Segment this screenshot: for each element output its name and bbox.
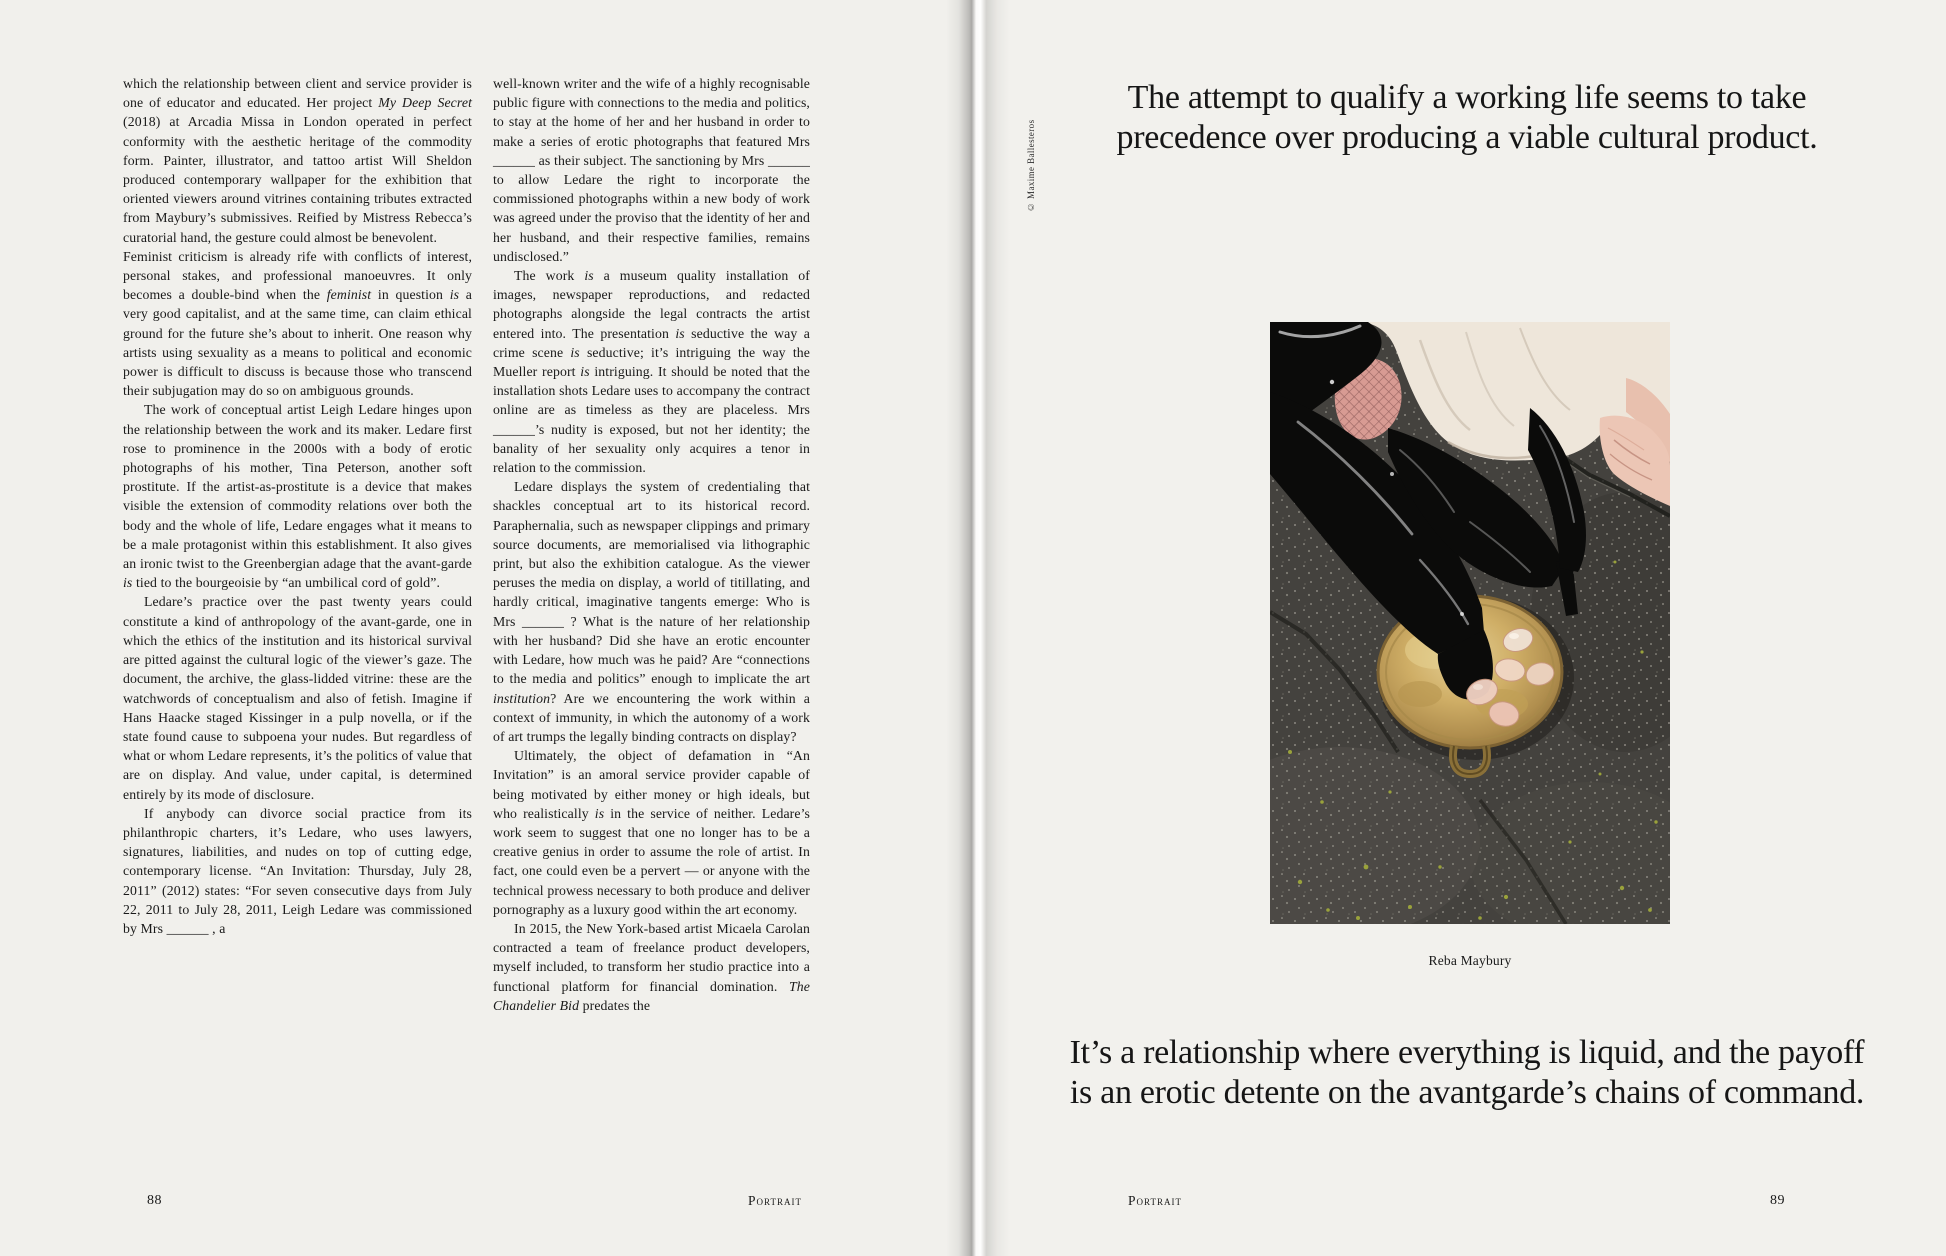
paragraph: The work of conceptual artist Leigh Ledare hinges upon the relationship between the work and its maker. Ledare first rose to prominence in the 2000s with a body of erotic photographs of his mother, Tina Peterson, another soft prostitute. If the artist-as-prostitute is a device that makes visible the extension of commodity relations over both the body and the whole of life, Ledare engages what it means to be a male protagonist within this establishment. It also gives an ironic twist to the Greenbergian adage that the avant-garde is tied to the bourgeoisie by “an umbilical cord of gold”. [123,402,472,591]
paragraph: Ledare displays the system of credentialing that shackles conceptual art to its historical record. Paraphernalia, such as newspaper clippings and primary source documents, are memorialised via lithographic print, but also the exhibition catalogue. As the viewer peruses the media on display, a world of titillating, and hardly critical, imaginative tangents emerge: Who is Mrs ______ ? What is the nature of her relationship with her husband? Did she have an erotic encounter with Ledare, how much was he paid? Are “connections to the media and politics” enough to implicate the art institution? Are we encountering the work within a context of immunity, in which the autonomy of a work of art trumps the legally binding contracts on display? [493,479,810,744]
photo-credit: © Maxime Ballesteros [1026,119,1036,212]
paragraph: The work is a museum quality installation of images, newspaper reproductions, and redacted photographs alongside the legal contracts the artist entered into. The presentation is seductive the way a crime scene is seductive; it’s intriguing the way the Mueller report is intriguing. It should be noted that the installation shots Ledare uses to accompany the contract online are as timeless as they are placeless. Mrs ______’s nudity is exposed, but not her identity; the banality of her sexuality only acquires a tenor in relation to the commission. [493,268,811,476]
paragraph: Feminist criticism is already rife with conflicts of interest, personal stakes, and professional manoeuvres. It only becomes a double-bind when the feminist in question is a very good capitalist, and at the same time, can claim ethical ground for the future she’s about to inherit. One reason why artists using sexuality as a means to political and economic power is difficult to discuss is because those who transcend their subjugation may do so on ambiguous grounds. [123,248,472,399]
paragraph: Ledare’s practice over the past twenty years could constitute a kind of anthropology of the avant-garde, one in which the ethics of the institution and its historical survival are pitted against the cultural logic of the viewer’s gaze. The document, the archive, the glass-lidded vitrine: these are the watchwords of conceptualism and also of fetish. Imagine if Hans Haacke staged Kissinger in a pulp novella, or if the state found cause to subpoena your nudes. But regardless of what or whom Ledare represents, it’s the politics of value that are on display. And value, under capital, is determined entirely by its mode of disclosure. [123,594,472,802]
editorial-photo [1270,322,1670,924]
page-number-right: 89 [1770,1193,1785,1208]
body-column-1 [123,74,472,938]
paragraph: well-known writer and the wife of a highly recognisable public figure with connections to the media and politics, to stay at the home of her and her husband in order to make a series of erotic photographs that featured Mrs ______ as their subject. The sanctioning by Mrs ______ to allow Ledare the right to incorporate the commissioned photographs within a new body of work was agreed under the proviso that the identity of her and her husband, and their respective families, remains undisclosed.” [493,76,810,264]
top-pull-quote: The attempt to qualify a working life seems to take precedence over producing a viable cultural product. [1116,79,1818,156]
bottom-pull-quote: It’s a relationship where everything is liquid, and the payoff is an erotic detente on the avantgarde’s chains of command. [1069,1034,1865,1111]
photo-caption: Reba Maybury [1428,953,1512,968]
page-number-left: 88 [147,1193,162,1208]
body-column-2 [493,74,810,1015]
paragraph: If anybody can divorce social practice from its philanthropic charters, it’s Ledare, who uses lawyers, signatures, liabilities, and nudes on top of cutting edge, contemporary license. “An Invitation: Thursday, July 28, 2011” (2012) states: “For seven consecutive days from July 22, 2011 to July 28, 2011, Leigh Ledare was commissioned by Mrs ______ , a [123,805,472,936]
running-footer-left: Portrait [748,1193,802,1208]
paragraph: which the relationship between client and service provider is one of educator and educated. Her project My Deep Secret (2018) at Arcadia Missa in London operated in perfect conformity with the aesthetic heritage of the commodity form. Painter, illustrator, and tattoo artist Will Sheldon produced contemporary wallpaper for the exhibition that oriented viewers around vitrines containing tributes extracted from Maybury’s submissives. Reified by Mistress Rebecca’s curatorial hand, the gesture could almost be benevolent. [123,76,472,245]
running-footer-right: Portrait [1128,1193,1182,1208]
paragraph: In 2015, the New York-based artist Micaela Carolan contracted a team of freelance product developers, myself included, to transform her studio practice into a functional platform for financial domination. The Chandelier Bid predates the [493,920,810,1013]
paragraph: Ultimately, the object of defamation in “An Invitation” is an amoral service provider capable of being motivated by either money or high ideals, but who realistically is in the service of neither. Ledare’s work seem to suggest that one no longer has to be a creative genius in order to assume the role of artist. In fact, one could even be a pervert — or anyone with the technical prowess necessary to both produce and deliver pornography as a luxury good within the art economy. [493,748,810,917]
